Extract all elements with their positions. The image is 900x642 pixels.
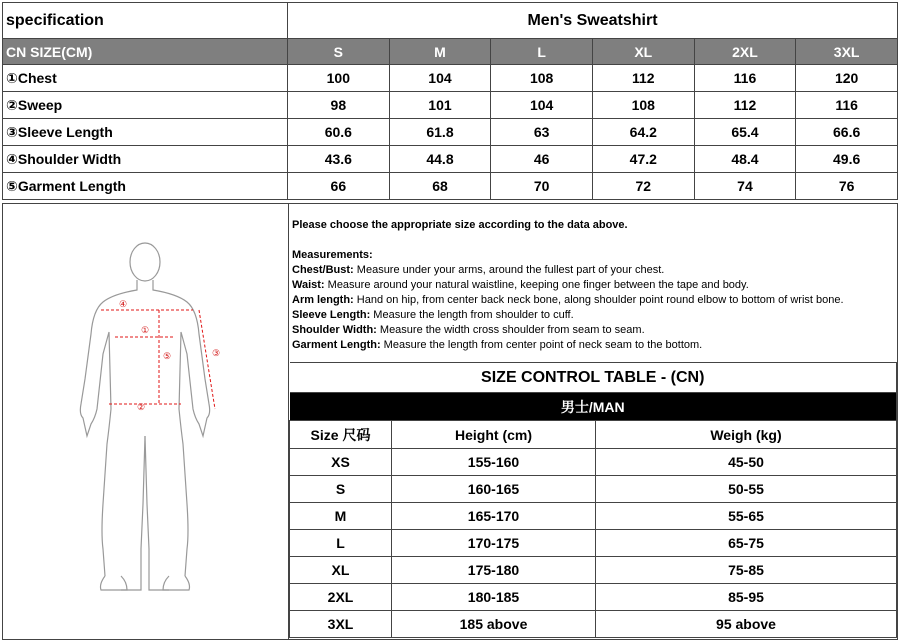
size-header-label: CN SIZE(CM): [3, 39, 288, 65]
control-size: 2XL: [290, 584, 392, 611]
marker-sweep: ②: [137, 402, 146, 412]
measurement-term: Arm length:: [292, 294, 354, 306]
control-size: XL: [290, 557, 392, 584]
marker-shoulder-width: ④: [119, 299, 128, 309]
measurement-term: Sleeve Length:: [292, 309, 371, 321]
control-size: M: [290, 503, 392, 530]
marker-garment-length: ⑤: [163, 351, 172, 361]
measurement-notes: [289, 204, 897, 362]
marker-chest: ①: [141, 325, 150, 335]
lower-section: [2, 203, 898, 640]
size-header-cell: 2XL: [694, 39, 796, 65]
control-weight: 75-85: [596, 557, 897, 584]
measurement-description: Hand on hip, from center back neck bone, along shoulder point round elbow to bottom of wrist bone.: [353, 294, 844, 306]
measurement-value: 65.4: [694, 119, 796, 146]
measurement-row: [3, 173, 898, 200]
measurement-value: 70: [491, 173, 593, 200]
measurement-value: 61.8: [389, 119, 491, 146]
control-band-row: [290, 393, 897, 421]
body-outline-illustration: [3, 204, 288, 639]
measurement-value: 108: [592, 92, 694, 119]
measurement-value: 116: [694, 65, 796, 92]
control-height: 175-180: [392, 557, 596, 584]
control-table-title: SIZE CONTROL TABLE - (CN): [290, 363, 897, 393]
measurement-description: Measure around your natural waistline, keeping one finger between the tape and body.: [324, 279, 749, 291]
control-height: 185 above: [392, 611, 596, 638]
specification-title-row: [3, 3, 898, 39]
control-weight: 85-95: [596, 584, 897, 611]
measurement-value: 49.6: [796, 146, 898, 173]
control-weight: 65-75: [596, 530, 897, 557]
measurement-note: [292, 293, 844, 308]
control-row: [290, 584, 897, 611]
measurement-value: 46: [491, 146, 593, 173]
measurement-value: 98: [288, 92, 390, 119]
measurement-value: 43.6: [288, 146, 390, 173]
measurement-value: 108: [491, 65, 593, 92]
control-row: [290, 476, 897, 503]
measurement-value: 66: [288, 173, 390, 200]
size-header-cell: S: [288, 39, 390, 65]
control-row: [290, 611, 897, 638]
measurement-value: 63: [491, 119, 593, 146]
body-measurement-figure: [3, 204, 289, 639]
control-height: 165-170: [392, 503, 596, 530]
measurement-value: 68: [389, 173, 491, 200]
control-row: [290, 530, 897, 557]
control-title-row: [290, 363, 897, 393]
size-control-table: [289, 362, 897, 638]
control-height: 155-160: [392, 449, 596, 476]
measurement-row: [3, 146, 898, 173]
notes-intro: Please choose the appropriate size according to the data above.: [292, 219, 628, 231]
measurement-value: 101: [389, 92, 491, 119]
measurement-row: [3, 65, 898, 92]
control-header-size: Size 尺码: [290, 421, 392, 449]
measurement-description: Measure under your arms, around the fullest part of your chest.: [353, 264, 665, 276]
control-header-row: [290, 421, 897, 449]
measurement-value: 48.4: [694, 146, 796, 173]
specification-table: [2, 2, 898, 200]
size-header-cell: L: [491, 39, 593, 65]
control-height: 170-175: [392, 530, 596, 557]
control-height: 180-185: [392, 584, 596, 611]
measurement-label: ④Shoulder Width: [3, 146, 288, 173]
measurement-value: 112: [592, 65, 694, 92]
measurement-value: 47.2: [592, 146, 694, 173]
measurement-note: [292, 338, 844, 353]
measurement-term: Waist:: [292, 279, 325, 291]
control-weight: 50-55: [596, 476, 897, 503]
measurement-value: 76: [796, 173, 898, 200]
control-header-height: Height (cm): [392, 421, 596, 449]
measurement-row: [3, 119, 898, 146]
size-header-cell: 3XL: [796, 39, 898, 65]
control-size: XS: [290, 449, 392, 476]
measurement-term: Shoulder Width:: [292, 324, 377, 336]
measurement-term: Chest/Bust:: [292, 264, 354, 276]
measurement-value: 100: [288, 65, 390, 92]
control-header-weight: Weigh (kg): [596, 421, 897, 449]
control-size: L: [290, 530, 392, 557]
size-header-row: [3, 39, 898, 65]
measurement-value: 104: [491, 92, 593, 119]
measurement-value: 112: [694, 92, 796, 119]
gender-band: 男士/MAN: [290, 393, 897, 421]
measurement-value: 74: [694, 173, 796, 200]
control-weight: 95 above: [596, 611, 897, 638]
measurement-row: [3, 92, 898, 119]
measurements-list: [292, 263, 844, 353]
measurement-label: ③Sleeve Length: [3, 119, 288, 146]
measurement-value: 44.8: [389, 146, 491, 173]
measurement-label: ⑤Garment Length: [3, 173, 288, 200]
measurement-description: Measure the length from center point of neck seam to the bottom.: [380, 339, 703, 351]
measurements-heading: Measurements:: [292, 249, 373, 261]
measurement-value: 64.2: [592, 119, 694, 146]
control-row: [290, 503, 897, 530]
measurement-label: ①Chest: [3, 65, 288, 92]
measurement-value: 120: [796, 65, 898, 92]
control-size: 3XL: [290, 611, 392, 638]
measurement-note: [292, 323, 844, 338]
size-header-cell: XL: [592, 39, 694, 65]
measurement-value: 72: [592, 173, 694, 200]
product-name: Men's Sweatshirt: [288, 3, 898, 39]
measurement-note: [292, 278, 844, 293]
control-row: [290, 557, 897, 584]
marker-sleeve-length: ③: [212, 348, 221, 358]
measurement-note: [292, 308, 844, 323]
measurement-value: 104: [389, 65, 491, 92]
measurement-value: 60.6: [288, 119, 390, 146]
specification-label: specification: [3, 3, 288, 39]
control-weight: 45-50: [596, 449, 897, 476]
control-height: 160-165: [392, 476, 596, 503]
measurement-term: Garment Length:: [292, 339, 381, 351]
measurement-label: ②Sweep: [3, 92, 288, 119]
size-header-cell: M: [389, 39, 491, 65]
measurement-value: 66.6: [796, 119, 898, 146]
measurement-value: 116: [796, 92, 898, 119]
measurement-description: Measure the length from shoulder to cuff.: [370, 309, 574, 321]
control-weight: 55-65: [596, 503, 897, 530]
body-outline: [80, 243, 209, 590]
control-size: S: [290, 476, 392, 503]
measurement-note: [292, 263, 844, 278]
measurement-description: Measure the width cross shoulder from seam to seam.: [376, 324, 645, 336]
control-row: [290, 449, 897, 476]
